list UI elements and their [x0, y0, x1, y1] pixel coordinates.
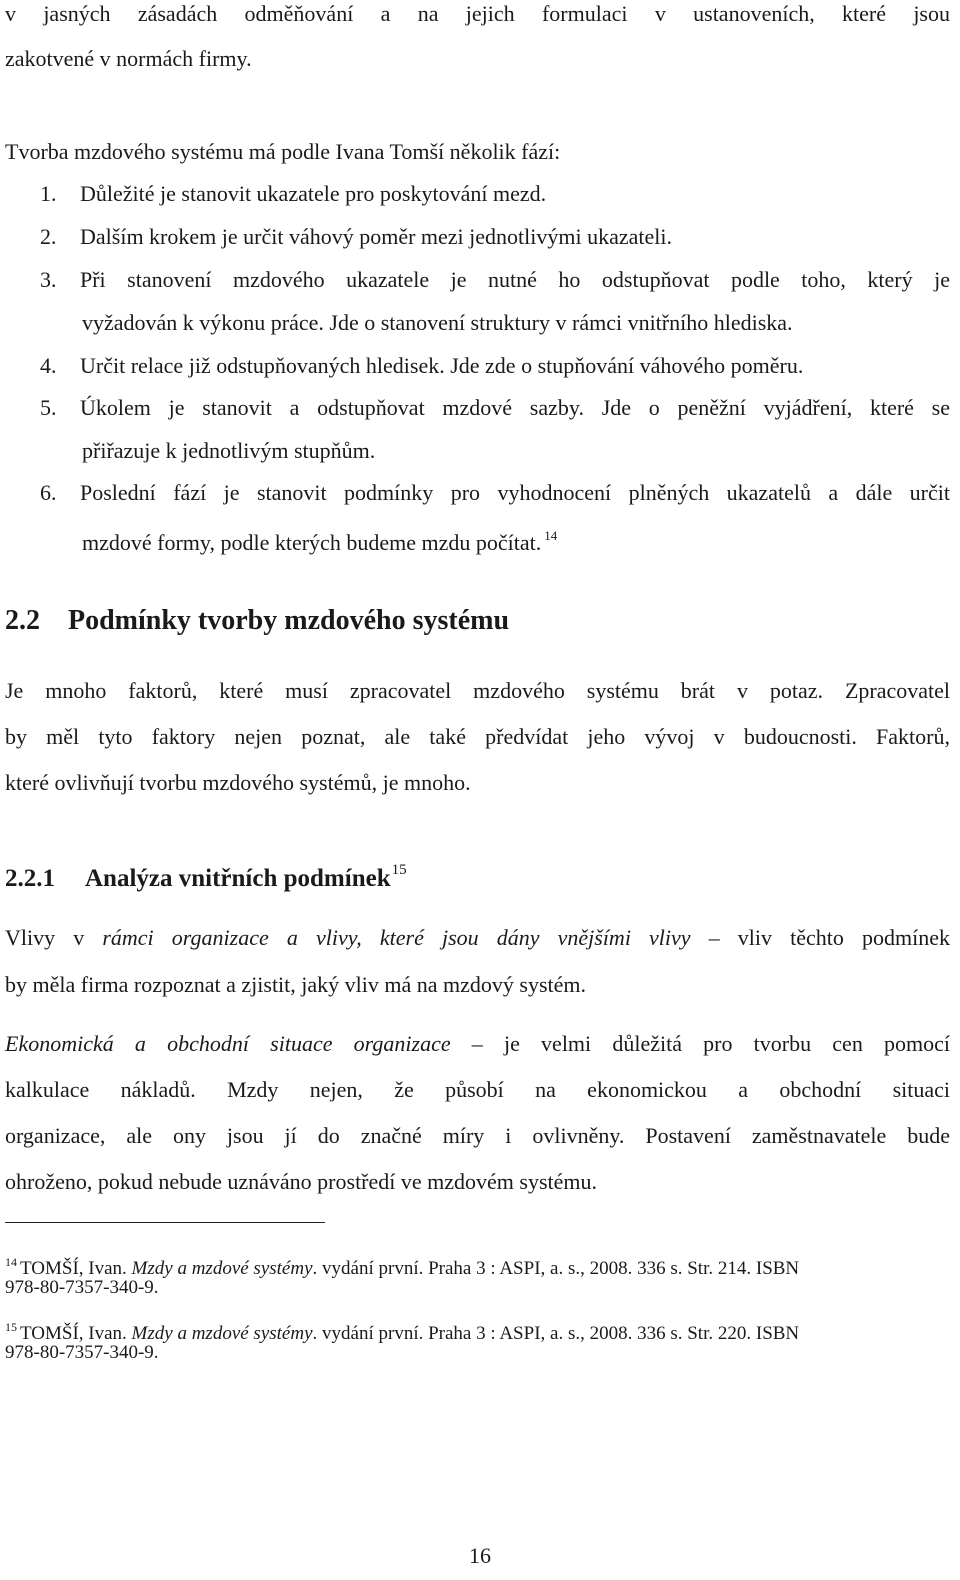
- list-heading: Tvorba mzdového systému má podle Ivana Tomší několik fází:: [5, 139, 561, 164]
- footnote-continuation: 978-80-7357-340-9.: [5, 1342, 159, 1363]
- paragraph-line: [5, 924, 950, 952]
- list-item: [40, 394, 950, 422]
- list-item-text: Při stanovení mzdového ukazatele je nutné ho odstupňovat podle toho, který je: [80, 267, 950, 292]
- list-item: [40, 180, 950, 208]
- list-item-text: mzdové formy, podle kterých budeme mzdu počítat.: [82, 530, 542, 555]
- list-item: [40, 352, 950, 380]
- paragraph-line: [5, 1030, 950, 1058]
- list-item-number: 5.: [40, 395, 57, 420]
- list-item-continuation: [82, 522, 950, 557]
- footnote-author: TOMŠÍ, Ivan.: [20, 1258, 132, 1279]
- list-item: [40, 266, 950, 294]
- footnote-title: Mzdy a mzdové systémy: [131, 1323, 313, 1344]
- list-item-number: 6.: [40, 480, 57, 505]
- list-item-number: 4.: [40, 353, 57, 378]
- list-item-continuation: vyžadován k výkonu práce. Jde o stanovení struktury v rámci vnitřního hlediska.: [82, 310, 793, 335]
- footnote-number: 15: [5, 1320, 17, 1334]
- paragraph-line: by měla firma rozpoznat a zjistit, jaký vliv má na mzdový systém.: [5, 972, 587, 997]
- subsection-heading: [5, 854, 407, 895]
- list-item-text: Důležité je stanovit ukazatele pro poskytování mezd.: [80, 181, 547, 206]
- list-item-text: Dalším krokem je určit váhový poměr mezi jednotlivými ukazateli.: [80, 224, 673, 249]
- footnote-ref[interactable]: 15: [391, 862, 407, 878]
- list-item-text: Určit relace již odstupňovaných hledisek. Jde zde o stupňování váhového poměru.: [80, 353, 804, 378]
- section-heading: [5, 604, 509, 638]
- list-item-text: Poslední fází je stanovit podmínky pro vyhodnocení plněných ukazatelů a dále určit: [80, 480, 950, 505]
- subsection-number: 2.2.1: [5, 865, 55, 892]
- list-item-number: 1.: [40, 181, 57, 206]
- footnote-ref[interactable]: 14: [544, 528, 558, 543]
- paragraph-line: by měl tyto faktory nejen poznat, ale také předvídat jeho vývoj v budoucnosti. Faktorů,: [5, 724, 950, 749]
- footnote-text: . vydání první. Praha 3 : ASPI, a. s., 2008. 336 s. Str. 220. ISBN: [312, 1323, 800, 1344]
- paragraph-line: v jasných zásadách odměňování a na jejich formulaci v ustanoveních, které jsou: [5, 1, 950, 26]
- text-span: Vlivy v: [5, 925, 103, 950]
- paragraph-line: zakotvené v normách firmy.: [5, 46, 252, 71]
- footnote-continuation: 978-80-7357-340-9.: [5, 1277, 159, 1298]
- footnote-author: TOMŠÍ, Ivan.: [20, 1323, 132, 1344]
- subsection-title: Analýza vnitřních podmínek: [85, 865, 391, 892]
- list-item-continuation: přiřazuje k jednotlivým stupňům.: [82, 438, 376, 463]
- paragraph-line: Je mnoho faktorů, které musí zpracovatel mzdového systému brát v potaz. Zpracovatel: [5, 678, 950, 703]
- text-span: – je velmi důležitá pro tvorbu cen pomocí: [450, 1031, 950, 1056]
- list-item-number: 2.: [40, 224, 57, 249]
- list-item-number: 3.: [40, 267, 57, 292]
- text-span: – vliv těchto podmínek: [690, 925, 950, 950]
- list-item-text: Úkolem je stanovit a odstupňovat mzdové sazby. Jde o peněžní vyjádření, které se: [80, 395, 950, 420]
- section-number: 2.2: [5, 605, 40, 636]
- footnote-text: . vydání první. Praha 3 : ASPI, a. s., 2008. 336 s. Str. 214. ISBN: [312, 1258, 800, 1279]
- paragraph-line: ohroženo, pokud nebude uznáváno prostředí ve mzdovém systému.: [5, 1169, 598, 1194]
- footnote-title: Mzdy a mzdové systémy: [131, 1258, 313, 1279]
- italic-term: rámci organizace a vlivy, které jsou dány vnějšími vlivy: [102, 925, 691, 950]
- paragraph-line: kalkulace nákladů. Mzdy nejen, že působí na ekonomickou a obchodní situaci: [5, 1077, 950, 1102]
- page-number: 16: [469, 1543, 491, 1568]
- italic-term: Ekonomická a obchodní situace organizace: [5, 1031, 451, 1056]
- list-item: [40, 223, 950, 251]
- list-item: [40, 479, 950, 507]
- paragraph-line: organizace, ale ony jsou jí do značné míry i ovlivněny. Postavení zaměstnavatele bude: [5, 1123, 950, 1148]
- footnote-separator: [5, 1222, 325, 1223]
- paragraph-line: které ovlivňují tvorbu mzdového systémů, je mnoho.: [5, 770, 471, 795]
- footnote-number: 14: [5, 1255, 17, 1269]
- section-title: Podmínky tvorby mzdového systému: [68, 605, 510, 636]
